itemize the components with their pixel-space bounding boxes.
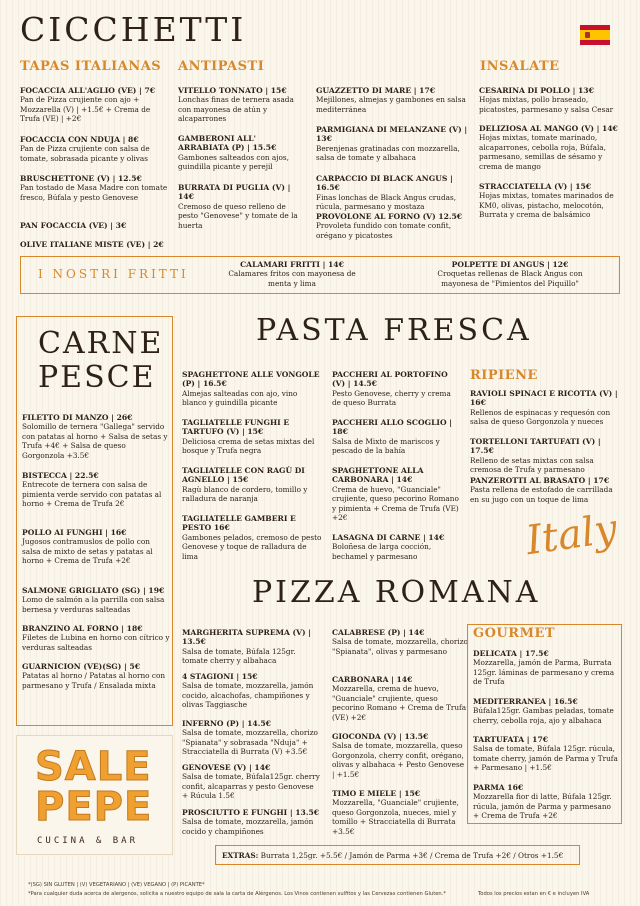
menu-item: PROSCIUTTO E FUNGHI | 13.5€ Salsa de tomate, mozzarella, jamón cocido y champiñones (182, 808, 320, 836)
menu-item: SALMONE GRIGLIATO (SG) | 19€ Lomo de salmón a la parrilla con salsa bernesa y verduras salteadas (22, 586, 165, 614)
menu-item: OLIVE ITALIANE MISTE (VE) | 2€ (20, 240, 164, 249)
menu-item: GAMBERONI ALL' ARRABIATA (P) | 15.5€ Gambones salteados con ajos, guindilla picante y perejil (178, 134, 289, 172)
tapas-title: TAPAS ITALIANAS (20, 59, 162, 74)
menu-item: BISTECCA | 22.5€ Entrecote de ternera con salsa de pimienta verde servido con patatas al horno + Crema de Trufa 2€ (22, 471, 162, 509)
carne-title: CARNE (38, 326, 164, 361)
menu-item: BURRATA DI PUGLIA (V) | 14€ Cremoso de queso relleno de pesto "Genovese" y tomate de la huerta (178, 183, 298, 230)
logo-line-2: PEPE (35, 784, 153, 830)
menu-item: GUAZZETTO DI MARE | 17€ Mejillones, almejas y gambones en salsa mediterránea (316, 86, 466, 114)
fritti-title: I NOSTRI FRITTI (38, 267, 189, 281)
menu-item: GUARNICION (VE)(SG) | 5€ Patatas al horno / Patatas al horno con parmesano y Trufa / Ensalada mixta (22, 662, 166, 690)
menu-item: MEDITERRANEA | 16.5€ Búfala125gr. Gambas peladas, tomate cherry, cebolla roja, ajo y albahaca (473, 697, 614, 725)
menu-item: PARMA 16€ Mozzarella fior di latte, Búfala 125gr. rúcula, jamón de Parma y parmesano + Crema de Trufa +2€ (473, 783, 612, 821)
menu-item: TORTELLONI TARTUFATI (V) | 17.5€ Relleno de setas mixtas con salsa cremosa de Trufa y parmesano (470, 437, 601, 475)
menu-item: STRACCIATELLA (V) | 15€ Hojas mixtas, tomates marinados de KM0, olivas, pistacho, melocotón, Burrata y crema de balsámico (479, 182, 614, 220)
pesce-title: PESCE (38, 360, 156, 395)
menu-item: LASAGNA DI CARNE | 14€ Boloñesa de larga cocción, bechamel y parmesano (332, 533, 445, 561)
sale-pepe-logo (16, 735, 173, 855)
menu-item: 4 STAGIONI | 15€ Salsa de tomate, mozzarella, jamón cocido, alcachofas, champiñones y olivas Taggiasche (182, 672, 314, 710)
menu-item: PAN FOCACCIA (VE) | 3€ (20, 221, 127, 230)
logo-line-1: SALE (35, 744, 152, 790)
menu-item: PACCHERI AL PORTOFINO (V) | 14.5€ Pesto Genovese, cherry y crema de queso Burrata (332, 370, 451, 408)
menu-item: CARBONARA | 14€ Mozzarella, crema de huevo, "Guanciale" crujiente, queso pecorino Romano + Crema de Trufa (VE) +2€ (332, 675, 467, 722)
menu-item: POLLO AI FUNGHI | 16€ Jugosos contramuslos de pollo con salsa de mixto de setas y patatas al horno + Crema de Trufa +2€ (22, 528, 153, 566)
menu-item: BRANZINO AL FORNO | 18€ Filetes de Lubina en horno con cítrico y verduras salteadas (22, 624, 170, 652)
footer-allergen: *Para cualquier duda acerca de alergenos, solicita a nuestro equipo de sala la carta de Alérgenos. Los Vinos contienen sulfitos y las Cervezas contienen Gluten.* (28, 891, 446, 897)
menu-item: INFERNO (P) | 14.5€ Salsa de tomate, mozzarella, chorizo "Spianata" y sobrasada "Nduja" + Stracciatella di Burrata (V) +3.5€ (182, 719, 318, 757)
spain-flag-icon[interactable] (580, 25, 610, 45)
menu-item: RAVIOLI SPINACI E RICOTTA (V) | 16€ Rellenos de espinacas y requesón con salsa de queso Gorgonzola y nueces (470, 389, 618, 427)
menu-item: POLPETTE DI ANGUS | 12€ Croquetas rellenas de Black Angus con mayonesa de "Pimientos del Piquillo" (437, 260, 583, 288)
menu-item: PROVOLONE AL FORNO (V) 12.5€ Provoleta fundido con tomate confit, orégano y picatostes (316, 212, 463, 240)
menu-item: FOCACCIA CON NDUJA | 8€ Pan de Pizza crujiente con salsa de tomate, sobrasada picante y olivas (20, 135, 150, 163)
extras-text: Burrata 1,25gr. +5.5€ / Jamón de Parma +3€ / Crema de Trufa +2€ / Otros +1.5€ (260, 851, 564, 860)
pasta-title: PASTA FRESCA (256, 313, 532, 348)
menu-item: FILETTO DI MANZO | 26€ Solomillo de ternera "Gallega" servido con patatas al horno + Salsa de setas y Trufa +4€ + Salsa de queso Gorgonzola +3.5€ (22, 413, 168, 460)
menu-item: DELICATA | 17.5€ Mozzarella, jamón de Parma, Burrata 125gr. láminas de parmesano y crema de Trufa (473, 649, 615, 687)
menu-item: TAGLIATELLE CON RAGÙ DI AGNELLO | 15€ Ragù blanco de cordero, tomillo y ralladura de naranja (182, 466, 308, 504)
menu-item: FOCACCIA ALL'AGLIO (VE) | 7€ Pan de Pizza crujiente con ajo + Mozzarella (V) | +1.5€ + Crema de Trufa (VE) | +2€ (20, 86, 156, 124)
page-title: CICCHETTI (20, 10, 247, 49)
extras-label: EXTRAS: (222, 851, 259, 860)
footer-legend: *(SG) SIN GLUTEN | (V) VEGETARIANO | (VE) VEGANO | (P) PICANTE* (28, 882, 205, 888)
menu-item: TAGLIATELLE GAMBERI E PESTO 16€ Gambones pelados, cremoso de pesto Genovese y toque de ralladura de lima (182, 514, 322, 561)
menu-item: PANZEROTTI AL BRASATO | 17€ Pasta rellena de estofado de carrillada en su jugo con un toque de lima (470, 476, 613, 504)
menu-item: CALAMARI FRITTI | 14€ Calamares fritos con mayonesa de menta y lima (228, 260, 356, 288)
menu-item: DELIZIOSA AL MANGO (V) | 14€ Hojas mixtas, tomate marinado, alcaparrones, cebolla roja, Búfala, parmesano, semillas de sésamo y crema de mango (479, 124, 618, 171)
menu-item: TIMO E MIELE | 15€ Mozzarella, "Guanciale" crujiente, queso Gorgonzola, nueces, miel y tomillo + Stracciatella di Burrata +3.5€ (332, 789, 459, 836)
logo-subtitle: CUCINA & BAR (37, 836, 139, 846)
gourmet-title: GOURMET (473, 626, 556, 641)
italy-script: Italy (523, 505, 620, 565)
menu-item: CARPACCIO DI BLACK ANGUS | 16.5€ Finas lonchas de Black Angus crudas, rúcula, parmesano y mostaza (316, 174, 457, 212)
footer-iva: Todos los precios estan en € e incluyen IVA (478, 891, 590, 897)
menu-item: VITELLO TONNATO | 15€ Lonchas finas de ternera asada con mayonesa de atún y alcaparrones (178, 86, 294, 124)
menu-item: PARMIGIANA DI MELANZANE (V) | 13€ Berenjenas gratinadas con mozzarella, salsa de tomate y albahaca (316, 125, 468, 163)
menu-item: PACCHERI ALLO SCOGLIO | 18€ Salsa de Mixto de mariscos y pescado de la bahía (332, 418, 452, 456)
menu-item: TARTUFATA | 17€ Salsa de tomate, Búfala 125gr. rúcula, tomate cherry, jamón de Parma y Trufa + Parmesano | +1.5€ (473, 735, 618, 773)
extras-line (222, 851, 563, 860)
menu-item: SPAGHETTONE ALLA CARBONARA | 14€ Crema de huevo, "Guanciale" crujiente, queso pecorino Romano y pimienta + Crema de Trufa (VE) +2€ (332, 466, 459, 523)
ripiene-title: RIPIENE (470, 368, 538, 383)
menu-item: TAGLIATELLE FUNGHI E TARTUFO (V) | 15€ Deliciosa crema de setas mixtas del bosque y Trufa negra (182, 418, 315, 456)
insalate-title: INSALATE (480, 59, 560, 74)
menu-item: BRUSCHETTONE (V) | 12.5€ Pan tostado de Masa Madre con tomate fresco, Búfala y pesto Genovese (20, 174, 168, 202)
menu-item: GENOVESE (V) | 14€ Salsa de tomate, Búfala125gr. cherry confit, alcaparras y pesto Genovese + Rúcula 1.5€ (182, 763, 320, 801)
antipasti-title: ANTIPASTI (178, 59, 265, 74)
menu-item: GIOCONDA (V) | 13.5€ Salsa de tomate, mozzarella, queso Gorgonzola, cherry confit, orégano, olivas y albahaca + Pesto Genovese | +1.5€ (332, 732, 465, 779)
pizza-title: PIZZA ROMANA (252, 575, 541, 610)
menu-item: CESARINA DI POLLO | 13€ Hojas mixtas, pollo braseado, picatostes, parmesano y salsa Cesar (479, 86, 614, 114)
menu-item: MARGHERITA SUPREMA (V) | 13.5€ Salsa de tomate, Búfala 125gr. tomate cherry y albahaca (182, 628, 312, 666)
menu-item: SPAGHETTONE ALLE VONGOLE (P) | 16.5€ Almejas salteadas con ajo, vino blanco y guindilla picante (182, 370, 320, 408)
menu-item: CALABRESE (P) | 14€ Salsa de tomate, mozzarella, chorizo "Spianata", olivas y parmesano (332, 628, 468, 656)
